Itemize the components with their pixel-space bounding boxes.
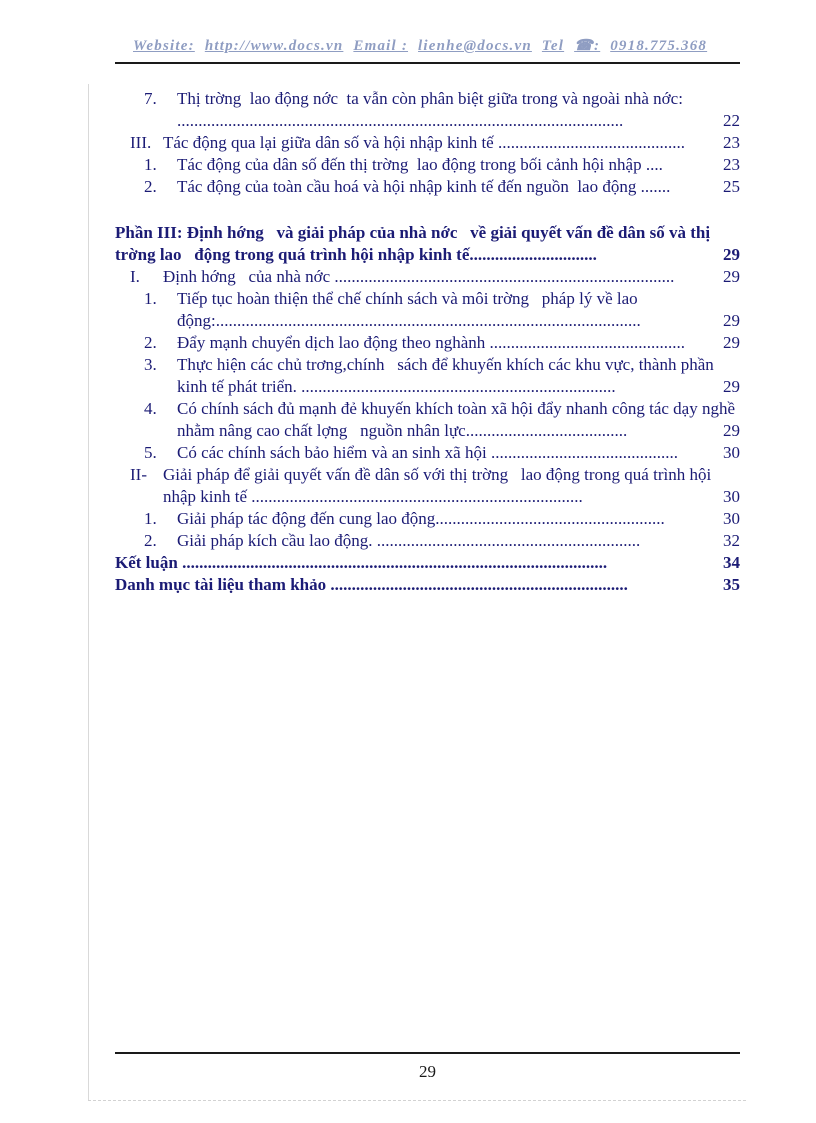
toc-dot-leader: ..............................................: [489, 333, 686, 352]
toc-entry-title: Giải pháp kích cầu lao động.: [177, 531, 377, 550]
toc-entry-title: Giải pháp tác động đến cung lao động: [177, 509, 436, 528]
toc-dot-leader: .........................................................................................................: [177, 111, 624, 130]
toc-entry-number: 2.: [144, 177, 157, 196]
text-boundary-bottom: [88, 1100, 746, 1101]
toc-entry-number: 7.: [144, 89, 157, 108]
toc-page-number: 34: [723, 553, 740, 572]
table-of-contents: [115, 88, 740, 596]
toc-dot-leader: ....................................................................................................: [215, 311, 641, 330]
phone-icon: ☎: [574, 38, 595, 54]
toc-entry-number: 1.: [144, 155, 157, 174]
toc-page-number: 29: [723, 333, 740, 352]
toc-dot-leader: ....: [645, 155, 663, 174]
toc-page-number: 29: [723, 421, 740, 440]
toc-section-heading: [115, 574, 740, 596]
toc-dot-leader: ......................................................: [435, 509, 665, 528]
toc-entry: [130, 464, 740, 508]
toc-dot-leader: ......................................: [465, 421, 628, 440]
tel-colon: :: [594, 38, 601, 54]
toc-entry-title: Tác động của dân số đến thị trờng lao động trong bối cảnh hội nhập: [177, 155, 646, 174]
toc-entry: [144, 176, 740, 198]
toc-page-number: 29: [723, 377, 740, 396]
toc-dot-leader: ..............................: [469, 245, 597, 264]
toc-entry-title: Danh mục tài liệu tham khảo: [115, 575, 331, 594]
toc-entry-title: Kết luận: [115, 553, 183, 572]
toc-entry-title: Giải pháp để giải quyết vấn đề dân số với thị trờng lao động trong quá trình hội nhập kinh tế: [163, 465, 716, 506]
toc-dot-leader: ......................................................................: [330, 575, 628, 594]
toc-entry-title: Tiếp tục hoàn thiện thể chế chính sách và môi trờng pháp lý về lao động:: [177, 289, 642, 330]
toc-entry: [144, 530, 740, 552]
toc-dot-leader: ..............................................................................: [251, 487, 583, 506]
toc-dot-leader: ................................................................................: [334, 267, 675, 286]
toc-page-number: 23: [723, 133, 740, 152]
toc-entry-title: Định hớng của nhà nớc: [163, 267, 335, 286]
toc-dot-leader: .......: [640, 177, 671, 196]
text-boundary-left: [88, 84, 89, 1101]
page-header: [115, 36, 740, 64]
email-link[interactable]: lienhe@docs.vn: [418, 38, 532, 54]
toc-entry-title: Thị trờng lao động nớc ta vẫn còn phân biệt giữa trong và ngoài nhà nớc:: [177, 89, 688, 108]
toc-entry: [130, 132, 740, 154]
toc-entry-title: Tác động của toàn cầu hoá và hội nhập kinh tế đến nguồn lao động: [177, 177, 641, 196]
toc-page-number: 30: [723, 509, 740, 528]
toc-entry: [144, 154, 740, 176]
toc-entry-number: I.: [130, 267, 140, 286]
email-label: Email :: [353, 38, 409, 54]
toc-entry-title: Có các chính sách bảo hiểm và an sinh xã hội: [177, 443, 491, 462]
toc-page-number: 25: [723, 177, 740, 196]
toc-page-number: 35: [723, 575, 740, 594]
website-label: Website:: [133, 38, 195, 54]
toc-entry: [144, 332, 740, 354]
toc-section-heading: [115, 222, 740, 266]
toc-page-number: 23: [723, 155, 740, 174]
toc-entry-number: 1.: [144, 289, 157, 308]
toc-page-number: 30: [723, 487, 740, 506]
toc-entry-number: II-: [130, 465, 147, 484]
toc-entry: [130, 266, 740, 288]
toc-entry: [144, 88, 740, 132]
toc-section-heading: [115, 552, 740, 574]
toc-page-number: 29: [723, 245, 740, 264]
tel-label: Tel: [541, 38, 565, 54]
toc-entry-title: Tác động qua lại giữa dân số và hội nhập kinh tế: [163, 133, 498, 152]
toc-entry-title: Phần III: Định hớng và giải pháp của nhà nớc về giải quyết vấn đề dân số và thị trờng lao động trong quá trình hội nhập kinh tế: [115, 223, 715, 264]
toc-dot-leader: ..........................................................................: [301, 377, 616, 396]
toc-entry-number: 2.: [144, 531, 157, 550]
toc-page-number: 22: [723, 111, 740, 130]
toc-entry-number: 2.: [144, 333, 157, 352]
toc-entry: [144, 288, 740, 332]
toc-entry-number: 4.: [144, 399, 157, 418]
toc-entry-number: 5.: [144, 443, 157, 462]
website-link[interactable]: http://www.docs.vn: [204, 38, 344, 54]
toc-entry-number: 3.: [144, 355, 157, 374]
toc-entry-title: Có chính sách đủ mạnh đẻ khuyến khích toàn xã hội đẩy nhanh công tác dạy nghề nhằm nâng cao chất lợng nguồn nhân lực: [177, 399, 740, 440]
toc-entry-number: III.: [130, 133, 152, 152]
tel-value: 0918.775.368: [610, 38, 708, 54]
toc-page-number: 29: [723, 311, 740, 330]
toc-page-number: 30: [723, 443, 740, 462]
toc-entry-title: Thực hiện các chủ trơng,chính sách để khuyến khích các khu vực, thành phần kinh tế phát triển.: [177, 355, 719, 396]
toc-page-number: 29: [723, 267, 740, 286]
toc-entry-title: Đẩy mạnh chuyển dịch lao động theo nghành: [177, 333, 490, 352]
page-footer: [115, 1052, 740, 1082]
toc-entry: [144, 508, 740, 530]
toc-dot-leader: ....................................................................................................: [182, 553, 608, 572]
toc-entry-number: 1.: [144, 509, 157, 528]
page-number: 29: [419, 1062, 436, 1081]
toc-dot-leader: ............................................: [490, 443, 678, 462]
toc-entry: [144, 354, 740, 398]
toc-entry: [144, 442, 740, 464]
toc-dot-leader: ..............................................................: [376, 531, 641, 550]
toc-entry: [144, 398, 740, 442]
toc-dot-leader: ............................................: [497, 133, 685, 152]
toc-page-number: 32: [723, 531, 740, 550]
